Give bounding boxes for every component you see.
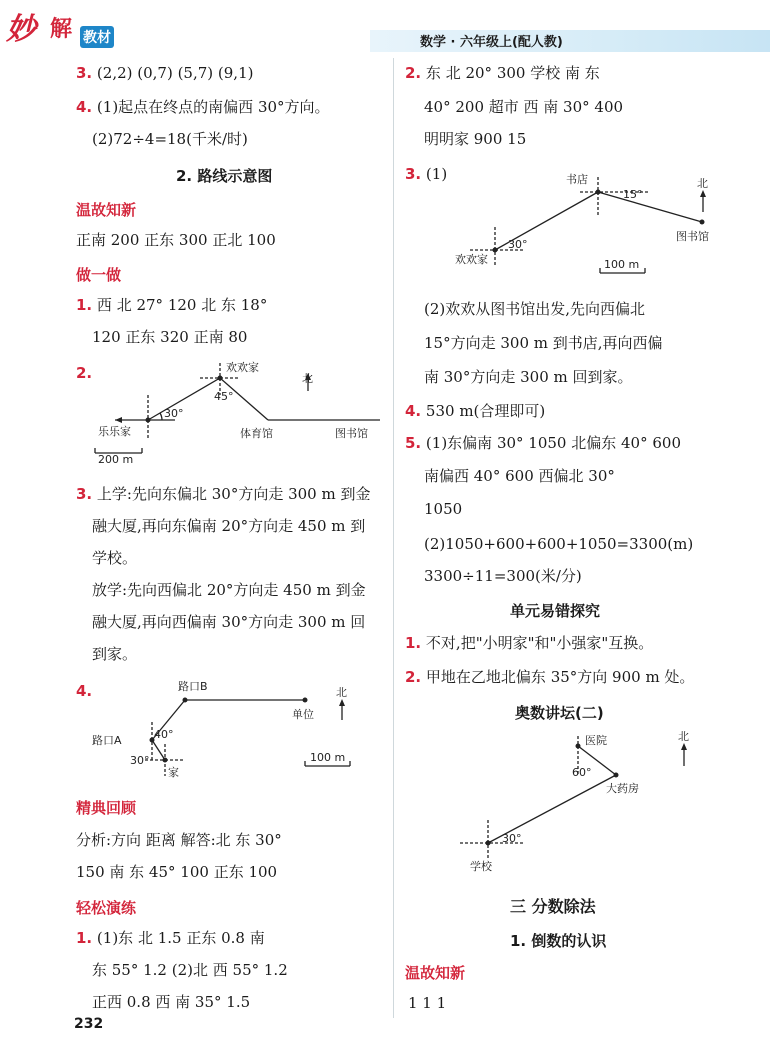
label-yiyuan: 医院 xyxy=(585,734,607,747)
zyz-answer-1 xyxy=(76,296,267,314)
subsection-title: 1. 倒数的认识 xyxy=(510,932,607,950)
label-angle15: 15° xyxy=(623,188,643,201)
answer-text: 甲地在乙地北偏东 35°方向 900 m 处。 xyxy=(425,668,695,686)
route-segment-home-A xyxy=(152,740,165,760)
route-segment-shop-library xyxy=(598,192,702,222)
answer-4-2: (2)72÷4=18(千米/时) xyxy=(92,130,248,148)
item-number: 4. xyxy=(76,682,93,700)
north-arrow-head xyxy=(681,743,687,750)
section-title-aoshu: 奥数讲坛(二) xyxy=(515,704,604,722)
label-angle45: 45° xyxy=(214,390,234,403)
answer-3 xyxy=(76,64,253,82)
point-pharmacy xyxy=(614,773,619,778)
label-huanhuan: 欢欢家 xyxy=(455,253,488,266)
qingsong-answer-1 xyxy=(76,929,265,947)
r-answer-4 xyxy=(405,402,545,420)
r-answer-2 xyxy=(405,64,600,82)
label-angle30: 30° xyxy=(164,407,184,420)
huanhuan-point xyxy=(218,376,223,381)
point-huanhuan xyxy=(493,248,498,253)
brand-logo-badge: 教材 xyxy=(80,26,114,48)
point-shudian xyxy=(596,190,601,195)
label-yaofang: 大药房 xyxy=(606,782,639,795)
item-number: 4. xyxy=(76,98,93,116)
r-answer-5e: 3300÷11=300(米/分) xyxy=(424,567,582,585)
label-danwei: 单位 xyxy=(292,708,314,721)
angle-arc-30 xyxy=(160,413,162,420)
r-answer-5b: 南偏西 40° 600 西偏北 30° xyxy=(424,467,615,485)
chapter-title: 三 分数除法 xyxy=(510,897,596,916)
jingdian-line-1: 分析:方向 距离 解答:北 东 30° xyxy=(76,831,282,849)
point-tushuguan xyxy=(700,220,705,225)
label-shudian: 书店 xyxy=(566,173,588,186)
yicuo-answer-1 xyxy=(405,634,653,652)
route-segment-1 xyxy=(148,378,220,420)
subject-title: 数学 · 六年级上(配人教) xyxy=(420,35,563,50)
point-B xyxy=(183,698,188,703)
r-answer-3-2a: (2)欢欢从图书馆出发,先向西偏北 xyxy=(424,300,646,318)
heading-wengu: 温故知新 xyxy=(76,201,137,219)
point-hospital xyxy=(576,744,581,749)
wengu-answer: 正南 200 正东 300 正北 100 xyxy=(76,231,276,249)
item-number: 1. xyxy=(76,296,93,314)
answer-text: (1)东 北 1.5 正东 0.8 南 xyxy=(96,929,265,947)
route-diagram-danwei xyxy=(90,672,390,782)
label-north: 北 xyxy=(697,177,708,190)
answer-text: (1)起点在终点的南偏西 30°方向。 xyxy=(96,98,330,116)
answer-text: (1)东偏南 30° 1050 北偏东 40° 600 xyxy=(425,434,681,452)
label-home: 家 xyxy=(168,766,179,779)
wengu-ones: 1 1 1 xyxy=(408,994,447,1012)
answer-text: (1) xyxy=(425,165,448,183)
answer-text: (2,2) (0,7) (5,7) (9,1) xyxy=(96,64,254,82)
lele-point xyxy=(146,418,151,423)
zyz-answer-1b: 120 正东 320 正南 80 xyxy=(92,328,248,346)
answer-text: 不对,把"小明家"和"小强家"互换。 xyxy=(425,634,654,652)
qingsong-answer-1c: 正西 0.8 西 南 35° 1.5 xyxy=(92,993,251,1011)
label-north: 北 xyxy=(678,730,689,743)
item-number: 3. xyxy=(76,64,93,82)
heading-zuoyizuo: 做一做 xyxy=(76,266,122,284)
zyz-answer-3f: 到家。 xyxy=(92,645,138,663)
label-scale: 200 m xyxy=(98,453,134,466)
section-title-yicuo: 单元易错探究 xyxy=(510,602,601,620)
point-unit xyxy=(303,698,308,703)
r-answer-2c: 明明家 900 15 xyxy=(424,130,527,148)
label-angle40: 40° xyxy=(154,728,174,741)
zyz-answer-3 xyxy=(76,485,371,503)
r-answer-5 xyxy=(405,434,681,452)
item-number: 3. xyxy=(405,165,422,183)
point-home xyxy=(163,758,168,763)
route-diagram-school xyxy=(440,728,740,878)
r-answer-3-2c: 南 30°方向走 300 m 回到家。 xyxy=(424,368,633,386)
answer-4 xyxy=(76,98,330,116)
route-diagram-lele xyxy=(90,355,390,470)
item-number: 1. xyxy=(405,634,422,652)
r-answer-3-2b: 15°方向走 300 m 到书店,再向西偏 xyxy=(424,334,663,352)
label-scale: 100 m xyxy=(604,258,640,271)
r-answer-5d: (2)1050+600+600+1050=3300(m) xyxy=(424,535,694,553)
zyz-answer-3c: 学校。 xyxy=(92,549,138,567)
column-divider xyxy=(393,58,394,1018)
label-tushuguan: 图书馆 xyxy=(676,230,709,243)
answer-text: 东 北 20° 300 学校 南 东 xyxy=(425,64,600,82)
brand-logo-char2: 解 xyxy=(50,16,73,42)
heading-wengu-2: 温故知新 xyxy=(405,964,466,982)
jingdian-line-2: 150 南 东 45° 100 正东 100 xyxy=(76,863,278,881)
brand-logo-char1: 妙 xyxy=(6,12,36,47)
item-number: 4. xyxy=(405,402,422,420)
label-angle30: 30° xyxy=(502,832,522,845)
answer-text: 530 m(合理即可) xyxy=(425,402,546,420)
point-school xyxy=(486,841,491,846)
label-angle30: 30° xyxy=(508,238,528,251)
yicuo-answer-2 xyxy=(405,668,694,686)
label-scale: 100 m xyxy=(310,751,346,764)
r-answer-2b: 40° 200 超市 西 南 30° 400 xyxy=(424,98,624,116)
item-number: 3. xyxy=(76,485,93,503)
r-answer-5c: 1050 xyxy=(424,500,463,518)
label-lukouA: 路口A xyxy=(92,734,122,747)
zyz-answer-3b: 融大厦,再向东偏南 20°方向走 450 m 到 xyxy=(92,517,366,535)
answer-text: 上学:先向东偏北 30°方向走 300 m 到金 xyxy=(96,485,371,503)
answer-text: 西 北 27° 120 北 东 18° xyxy=(96,296,268,314)
qingsong-answer-1b: 东 55° 1.2 (2)北 西 55° 1.2 xyxy=(92,961,288,979)
section-title: 2. 路线示意图 xyxy=(176,167,273,185)
label-angle60: 60° xyxy=(572,766,592,779)
north-arrow-head xyxy=(339,699,345,706)
label-huanhuan: 欢欢家 xyxy=(226,361,259,374)
page-number: 232 xyxy=(74,1016,104,1032)
heading-qingsong: 轻松演练 xyxy=(76,899,137,917)
label-north: 北 xyxy=(336,686,347,699)
heading-jingdian: 精典回顾 xyxy=(76,799,137,817)
label-lukouB: 路口B xyxy=(178,680,208,693)
item-number: 1. xyxy=(76,929,93,947)
label-lele: 乐乐家 xyxy=(98,425,131,438)
label-tushuguan: 图书馆 xyxy=(335,427,368,440)
label-north: 北 xyxy=(302,372,313,385)
north-arrow-head xyxy=(700,190,706,197)
label-tiyuguan: 体育馆 xyxy=(240,427,273,440)
zyz-answer-3e: 融大厦,再向西偏南 30°方向走 300 m 回 xyxy=(92,613,366,631)
route-diagram-huanhuan xyxy=(440,165,740,280)
item-number: 5. xyxy=(405,434,422,452)
item-number: 2. xyxy=(405,64,422,82)
item-number: 2. xyxy=(405,668,422,686)
item-number: 2. xyxy=(76,364,93,382)
west-arrow-head xyxy=(115,417,122,423)
label-angle30: 30° xyxy=(130,754,150,767)
label-school: 学校 xyxy=(470,860,492,873)
zyz-answer-3d: 放学:先向西偏北 20°方向走 450 m 到金 xyxy=(92,581,366,599)
